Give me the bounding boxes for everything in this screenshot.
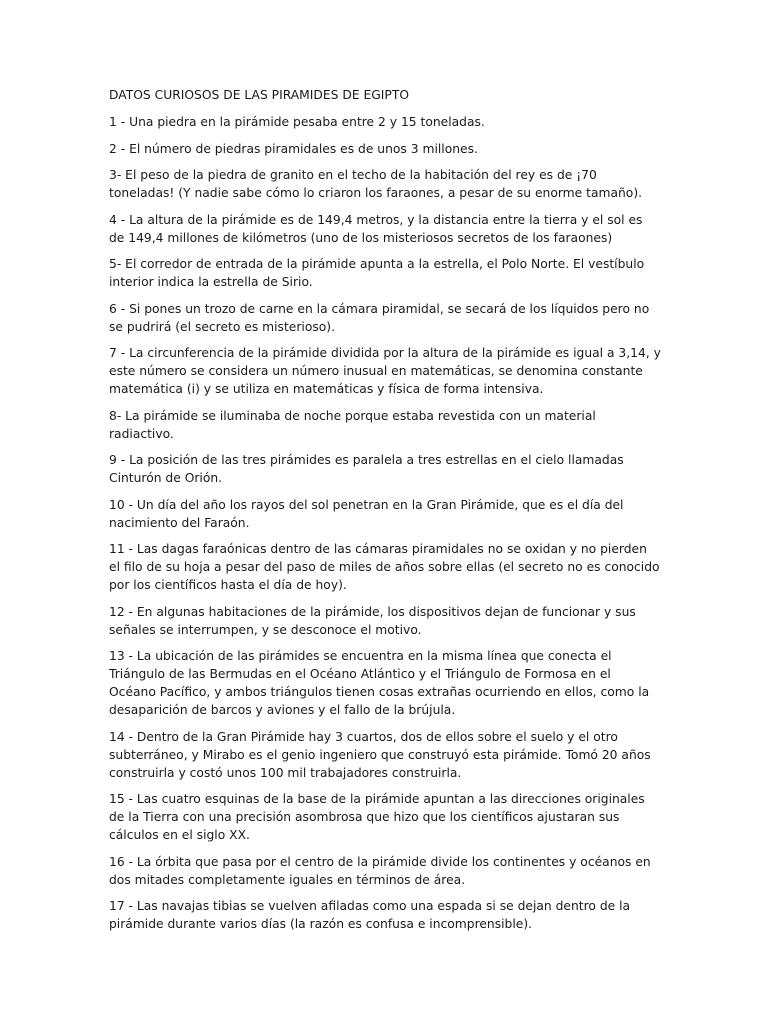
fact-item: 16 - La órbita que pasa por el centro de la pirámide divide los continentes y océanos en dos mitades completamente iguales en términos de área. xyxy=(109,854,651,887)
fact-item: 5- El corredor de entrada de la pirámide apunta a la estrella, el Polo Norte. El vestíbulo interior indica la estrella de Sirio. xyxy=(109,257,645,289)
fact-item: 12 - En algunas habitaciones de la pirámide, los dispositivos dejan de funcionar y sus señales se interrumpen, y se desconoce el motivo. xyxy=(109,604,636,637)
fact-item: 11 - Las dagas faraónicas dentro de las cámaras piramidales no se oxidan y no pierden el filo de su hoja a pesar del paso de miles de años sobre ellas (el secreto no es conocido por los científicos hasta el día de hoy). xyxy=(109,542,660,592)
fact-item: 13 - La ubicación de las pirámides se encuentra en la misma línea que conecta el Triángulo de las Bermudas en el Océano Atlántico y el Triángulo de Formosa en el Océano Pacífico, y ambos triángulos tienen cosas extrañas ocurriendo en ellos, como la desaparición de barcos y aviones y el fallo de la brújula. xyxy=(109,649,650,717)
fact-item: 7 - La circunferencia de la pirámide dividida por la altura de la pirámide es igual a 3,14, y este número se considera un número inusual en matemáticas, se denomina constante matemática (i) y se utiliza en matemáticas y física de forma intensiva. xyxy=(109,346,661,396)
fact-item: 17 - Las navajas tibias se vuelven afiladas como una espada si se dejan dentro de la pirámide durante varios días (la razón es confusa e incomprensible). xyxy=(109,899,631,931)
facts-list xyxy=(109,113,661,933)
fact-item: 1 - Una piedra en la pirámide pesaba entre 2 y 15 toneladas. xyxy=(109,115,485,129)
document-body xyxy=(109,86,661,942)
fact-item: 10 - Un día del año los rayos del sol penetran en la Gran Pirámide, que es el día del nacimiento del Faraón. xyxy=(109,497,624,530)
fact-item: 6 - Si pones un trozo de carne en la cámara piramidal, se secará de los líquidos pero no se pudrirá (el secreto es misterioso). xyxy=(109,301,650,334)
fact-item: 4 - La altura de la pirámide es de 149,4 metros, y la distancia entre la tierra y el sol es de 149,4 millones de kilómetros (uno de los misteriosos secretos de los faraones) xyxy=(109,212,643,245)
document-title: DATOS CURIOSOS DE LAS PIRAMIDES DE EGIPTO xyxy=(109,88,410,102)
fact-item: 14 - Dentro de la Gran Pirámide hay 3 cuartos, dos de ellos sobre el suelo y el otro subterráneo, y Mirabo es el genio ingeniero que construyó esta pirámide. Tomó 20 años construirla y costó unos 100 mil trabajadores construirla. xyxy=(109,729,651,780)
fact-item: 15 - Las cuatro esquinas de la base de la pirámide apuntan a las direcciones originales de la Tierra con una precisión asombrosa que hizo que los científicos ajustaran sus cálculos en el siglo XX. xyxy=(109,792,645,842)
fact-item: 8- La pirámide se iluminaba de noche porque estaba revestida con un material radiactivo. xyxy=(109,408,596,441)
fact-item: 2 - El número de piedras piramidales es de unos 3 millones. xyxy=(109,141,478,156)
fact-item: 9 - La posición de las tres pirámides es paralela a tres estrellas en el cielo llamadas Cinturón de Orión. xyxy=(109,453,624,485)
fact-item: 3- El peso de la piedra de granito en el techo de la habitación del rey es de ¡70 toneladas! (Y nadie sabe cómo lo criaron los faraones, a pesar de su enorme tamaño). xyxy=(109,168,643,200)
